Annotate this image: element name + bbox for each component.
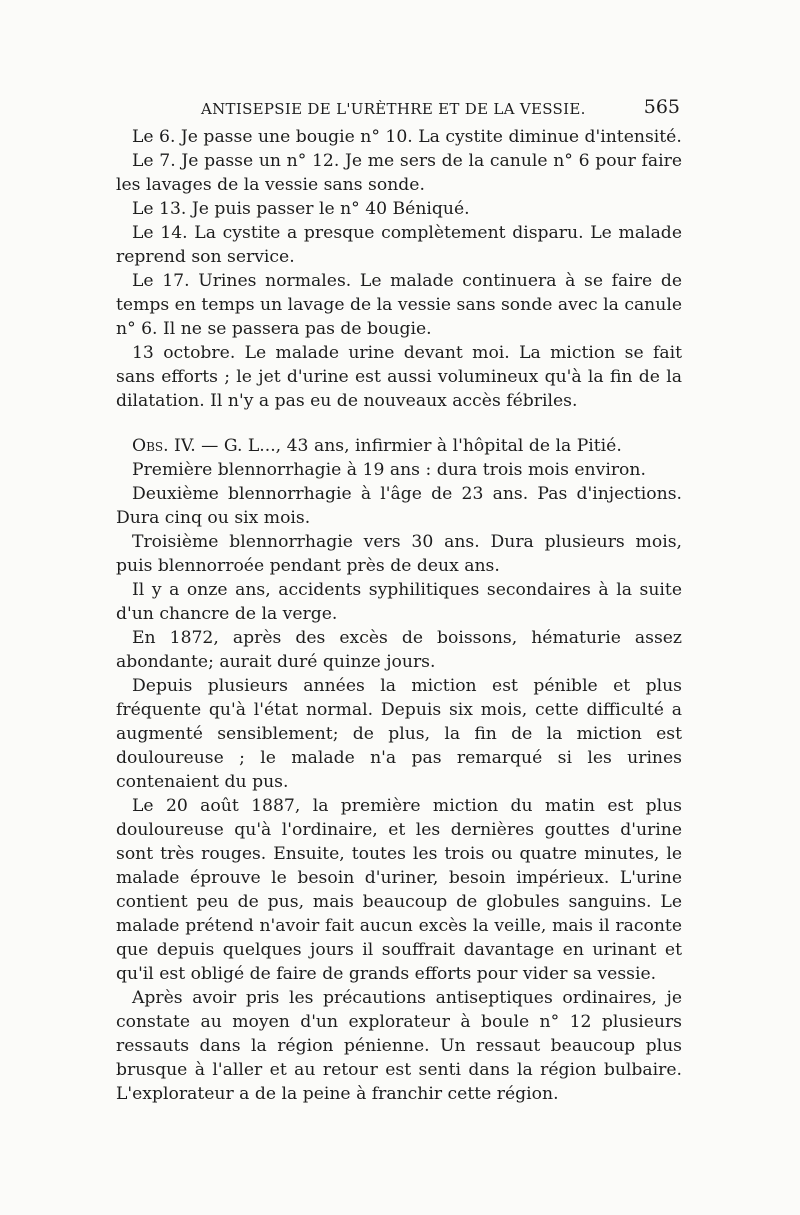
paragraph: En 1872, après des excès de boissons, hématurie assez abondante; aurait duré quinze jours. — [116, 628, 682, 672]
observation-label: Obs. IV. — [132, 436, 196, 456]
running-title: ANTISEPSIE DE L'URÈTHRE ET DE LA VESSIE. — [201, 100, 586, 118]
paragraph: Le 6. Je passe une bougie n° 10. La cystite diminue d'intensité. — [132, 127, 682, 147]
paragraph: 13 octobre. Le malade urine devant moi. La miction se fait sans efforts ; le jet d'urine est aussi volumineux qu'à la fin de la dilatation. Il n'y a pas eu de nouveaux accès fébriles. — [116, 343, 682, 411]
paragraph: Le 17. Urines normales. Le malade continuera à se faire de temps en temps un lavage de la vessie sans sonde avec la canule n° 6. Il ne se passera pas de bougie. — [116, 271, 682, 339]
observation-heading — [116, 434, 682, 458]
paragraph: Le 7. Je passe un n° 12. Je me sers de la canule n° 6 pour faire les lavages de la vessie sans sonde. — [116, 151, 682, 195]
page-number: 565 — [643, 96, 680, 118]
paragraph: Le 13. Je puis passer le n° 40 Béniqué. — [132, 199, 470, 219]
paragraph: Après avoir pris les précautions antiseptiques ordinaires, je constate au moyen d'un explorateur à boule n° 12 plusieurs ressauts dans la région pénienne. Un ressaut beaucoup plus brusque à l'aller et au retour est senti dans la région bulbaire. L'explorateur a de la peine à franchir cette région. — [116, 988, 682, 1104]
paragraph: Deuxième blennorrhagie à l'âge de 23 ans. Pas d'injections. Dura cinq ou six mois. — [116, 484, 682, 528]
paragraph: Depuis plusieurs années la miction est pénible et plus fréquente qu'à l'état normal. Depuis six mois, cette difficulté a augmenté sensiblement; de plus, la fin de la miction est douloureuse ; le malade n'a pas remarqué si les urines contenaient du pus. — [116, 676, 682, 792]
observation-intro: — G. L..., 43 ans, infirmier à l'hôpital de la Pitié. — [195, 436, 622, 456]
paragraph: Première blennorrhagie à 19 ans : dura trois mois environ. — [132, 460, 646, 480]
page-header — [116, 96, 682, 124]
paragraph: Troisième blennorrhagie vers 30 ans. Dura plusieurs mois, puis blennorroée pendant près de deux ans. — [116, 532, 682, 576]
paragraph: Il y a onze ans, accidents syphilitiques secondaires à la suite d'un chancre de la verge. — [116, 580, 682, 624]
paragraph: Le 20 août 1887, la première miction du matin est plus douloureuse qu'à l'ordinaire, et les dernières gouttes d'urine sont très rouges. Ensuite, toutes les trois ou quatre minutes, le malade éprouve le besoin d'uriner, besoin impérieux. L'urine contient peu de pus, mais beaucoup de globules sanguins. Le malade prétend n'avoir fait aucun excès la veille, mais il raconte que depuis quelques jours il souffrait davantage en urinant et qu'il est obligé de faire de grands efforts pour vider sa vessie. — [116, 796, 682, 984]
paragraph: Le 14. La cystite a presque complètement disparu. Le malade reprend son service. — [116, 223, 682, 267]
body-text — [116, 125, 682, 1106]
